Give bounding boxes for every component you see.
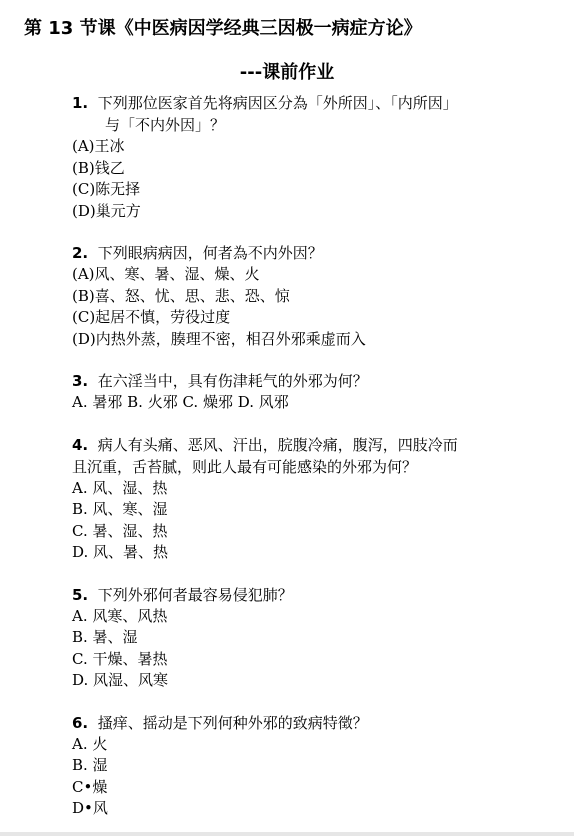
question-number: 3.	[72, 372, 89, 390]
option-b: (B)钱乙	[72, 158, 125, 177]
document-title: 第 13 节课《中医病因学经典三因极一病症方论》	[24, 18, 422, 39]
question-text-continued: 且沉重，舌苔腻，则此人最有可能感染的外邪为何？	[72, 457, 418, 476]
option-c: (C)起居不慎，劳役过度	[72, 308, 231, 326]
question-number: 6.	[72, 713, 89, 732]
question-number: 5.	[72, 585, 89, 604]
question-3	[72, 370, 552, 414]
question-list	[72, 92, 552, 820]
question-5	[72, 584, 552, 692]
option-d: (D)内热外蒸，腠理不密，相召外邪乘虚而入	[72, 329, 366, 348]
question-6	[72, 712, 552, 820]
option-d: D. 风、暑、热	[72, 543, 169, 561]
question-text: 下列那位医家首先将病因区分為「外所因」、「内所因」	[97, 94, 458, 112]
option-b: B. 湿	[72, 756, 108, 774]
question-number: 2.	[72, 244, 89, 262]
option-a: A. 风、湿、热	[72, 478, 168, 497]
option-d: D•风	[72, 799, 108, 817]
option-a: (A)王冰	[72, 137, 125, 155]
question-4	[72, 434, 552, 564]
document-subtitle: ---课前作业	[239, 62, 335, 83]
option-b: B. 风、寒、湿	[72, 500, 168, 518]
option-line: A. 暑邪 B. 火邪 C. 燥邪 D. 风邪	[72, 393, 289, 411]
question-text: 下列外邪何者最容易侵犯肺？	[97, 585, 293, 604]
option-c: C•燥	[72, 777, 108, 796]
question-text: 搔痒、摇动是下列何种外邪的致病特徵？	[97, 713, 368, 732]
option-c: C. 干燥、暑热	[72, 649, 168, 668]
option-c: (C)陈无择	[72, 180, 141, 198]
option-b: (B)喜、怒、忧、思、悲、恐、惊	[72, 286, 290, 305]
question-2	[72, 242, 552, 350]
option-c: C. 暑、湿、热	[72, 521, 168, 540]
question-number: 1.	[72, 94, 89, 112]
question-text: 下列眼病病因，何者為不内外因？	[97, 244, 323, 262]
option-d: (D)巢元方	[72, 201, 141, 220]
question-number: 4.	[72, 435, 89, 454]
question-text-continued: 与「不内外因」？	[105, 116, 226, 134]
option-a: A. 火	[72, 734, 108, 753]
option-a: A. 风寒、风热	[72, 606, 168, 625]
question-text: 在六淫当中，具有伤津耗气的外邪为何？	[97, 372, 368, 390]
option-b: B. 暑、湿	[72, 628, 138, 646]
question-1	[72, 92, 552, 222]
option-d: D. 风湿、风寒	[72, 671, 169, 689]
option-a: (A)风、寒、暑、湿、燥、火	[72, 265, 260, 283]
question-text: 病人有头痛、恶风、汗出，脘腹冷痛，腹泻，四肢冷而	[97, 435, 458, 454]
page-bottom-divider	[0, 832, 574, 836]
